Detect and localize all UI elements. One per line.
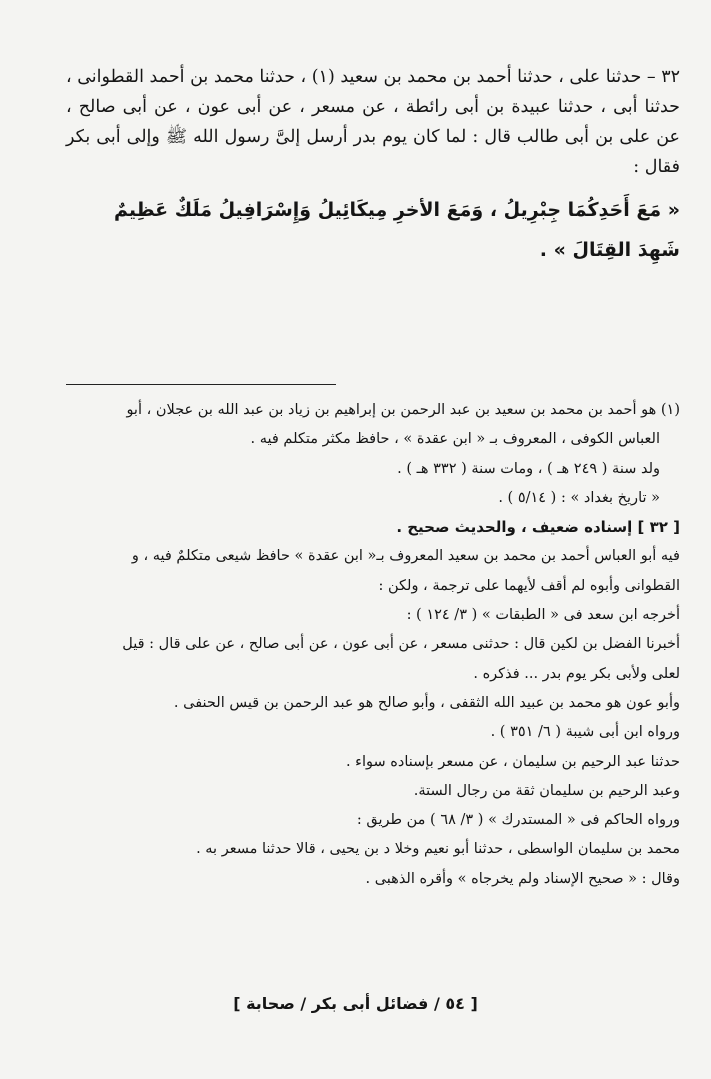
takhrij-line: لعلى ولأبى بكر يوم بدر ... فذكره . (473, 665, 680, 682)
hadith-text: ٣٢ – حدثنا على ، حدثنا أحمد بن محمد بن سعيد (١) ، حدثنا محمد بن أحمد القطوانى ، حدثنا أبى ، حدثنا عبيدة بن أبى رائطة ، عن مسعر ، عن أبى عون ، عن أبى صالح ، عن على بن أبى طالب قال : لما كان يوم بدر أرسل إلىَّ رسول الله ﷺ وإلى أبى بكر فقال : (66, 67, 681, 177)
takhrij-line: محمد بن سليمان الواسطى ، حدثنا أبو نعيم وخلا د بن يحيى ، قالا حدثنا مسعر به . (196, 841, 680, 858)
footnote-divider (66, 384, 336, 385)
main-text-block (66, 62, 680, 270)
takhrij-line: وأبو عون هو محمد بن عبيد الله الثقفى ، وأبو صالح هو عبد الرحمن بن قيس الحنفى . (173, 694, 680, 711)
takhrij-line: أخرجه ابن سعد فى « الطبقات » ( ٣/ ١٢٤ ) : (406, 607, 680, 624)
takhrij-line: أخبرنا الفضل بن لكين قال : حدثنى مسعر ، عن أبى عون ، عن أبى صالح ، عن على قال : قيل (122, 636, 680, 653)
takhrij-line: وقال : « صحيح الإسناد ولم يخرجاه » وأقره الذهبى . (365, 870, 680, 887)
hadith-quote: « مَعَ أَحَدِكُمَا جِبْرِيلُ ، وَمَعَ الأخرِ مِيكَائِيلُ وَإِسْرَافِيلُ مَلَكٌ عَظِيمٌ شَهِدَ القِتَالَ » . (114, 199, 680, 261)
footnote-line: ولد سنة ( ٢٤٩ هـ ) ، ومات سنة ( ٣٣٢ هـ ) . (397, 460, 660, 477)
footnote-line: (١) هو أحمد بن محمد بن سعيد بن عبد الرحمن بن إبراهيم بن زياد بن عبد الله بن عجلان ، أبو (126, 402, 680, 418)
takhrij-line: ورواه الحاكم فى « المستدرك » ( ٣/ ٦٨ ) من طريق : (356, 812, 680, 829)
takhrij-line: وعبد الرحيم بن سليمان ثقة من رجال الستة. (413, 782, 680, 799)
takhrij-line: فيه أبو العباس أحمد بن محمد بن سعيد المعروف بـ« ابن عقدة » حافظ شيعى متكلمٌ فيه ، و (131, 548, 680, 565)
footnote-line: العباس الكوفى ، المعروف بـ « ابن عقدة » ، حافظ مكثر متكلم فيه . (250, 431, 660, 448)
takhrij-line: ورواه ابن أبى شيبة ( ٦/ ٣٥١ ) . (490, 724, 680, 741)
notes-block (40, 396, 680, 894)
footnote-line: « تاريخ بغداد » : ( ٥/١٤ ) . (498, 489, 660, 506)
page-footer: [ ٥٤ / فضائل أبى بكر / صحابة ] (233, 994, 478, 1013)
takhrij-heading: [ ٣٢ ] إسناده ضعيف ، والحديث صحيح . (396, 518, 680, 537)
takhrij-line: حدثنا عبد الرحيم بن سليمان ، عن مسعر بإسناده سواء . (345, 753, 680, 770)
takhrij-line: القطوانى وأبوه لم أقف لأيهما على ترجمة ، ولكن : (378, 577, 680, 594)
